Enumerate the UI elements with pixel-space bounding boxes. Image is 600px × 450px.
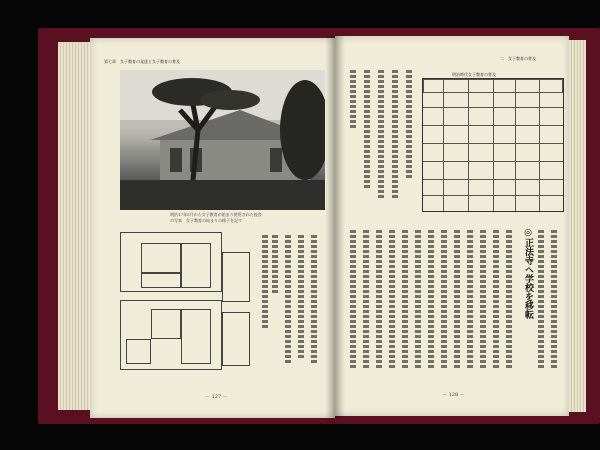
text-column bbox=[285, 235, 291, 365]
left-page-number: － 127 － bbox=[205, 394, 228, 400]
right-page-number: － 128 － bbox=[442, 392, 465, 398]
table-cell bbox=[222, 252, 250, 302]
diagram-table-lower bbox=[120, 300, 222, 370]
text-column bbox=[551, 230, 557, 370]
text-column bbox=[311, 235, 317, 365]
caption-line: 明治17年5月から女子教育が始まり使用された校舎 bbox=[170, 212, 262, 217]
table-rule bbox=[423, 195, 563, 196]
text-column bbox=[506, 230, 512, 370]
table-rule bbox=[423, 143, 563, 144]
book-gutter bbox=[325, 36, 345, 418]
text-column bbox=[441, 230, 447, 370]
text-column bbox=[378, 70, 384, 200]
text-column bbox=[406, 70, 412, 180]
photo-caption bbox=[170, 212, 320, 224]
table-title: 明治時代女子教育の普及 bbox=[452, 72, 496, 77]
table-cell bbox=[222, 312, 250, 366]
table-rule bbox=[423, 161, 563, 162]
section-heading: ◎正法寺へ学校を移転 bbox=[523, 228, 533, 319]
text-column bbox=[363, 230, 369, 370]
statistics-table bbox=[422, 78, 564, 212]
text-column bbox=[298, 235, 304, 360]
table-cell bbox=[181, 243, 211, 288]
table-rule bbox=[423, 125, 563, 126]
text-column bbox=[272, 235, 278, 295]
table-cell bbox=[141, 273, 181, 288]
text-column bbox=[389, 230, 395, 370]
text-column bbox=[493, 230, 499, 370]
text-column bbox=[350, 70, 356, 130]
text-column bbox=[454, 230, 460, 370]
photo-illustration bbox=[120, 70, 325, 210]
text-column bbox=[402, 230, 408, 370]
text-column bbox=[376, 230, 382, 370]
table-rule bbox=[423, 107, 563, 108]
table-cell bbox=[151, 309, 181, 339]
text-column bbox=[350, 230, 356, 370]
text-column bbox=[428, 230, 434, 370]
left-running-head: 第七章 女子教育の発達と女子教育の普及 bbox=[104, 59, 180, 64]
side-column-box bbox=[222, 232, 250, 366]
table-rule bbox=[443, 79, 444, 211]
table-rule bbox=[539, 79, 540, 211]
right-running-head: 二 女子教育の普及 bbox=[500, 56, 536, 61]
table-cell bbox=[181, 309, 211, 364]
table-rule bbox=[515, 79, 516, 211]
text-column bbox=[262, 235, 268, 330]
text-column bbox=[415, 230, 421, 370]
text-column bbox=[467, 230, 473, 370]
table-cell bbox=[126, 339, 151, 364]
caption-line: の写真 女子教育の始まりの様子を記す bbox=[170, 218, 242, 223]
table-rule bbox=[468, 79, 469, 211]
table-rule bbox=[493, 79, 494, 211]
diagram-table-upper bbox=[120, 232, 222, 292]
table-cell bbox=[141, 243, 181, 273]
text-column bbox=[364, 70, 370, 190]
text-column bbox=[538, 230, 544, 370]
text-column bbox=[480, 230, 486, 370]
table-rule bbox=[423, 179, 563, 180]
historic-photo bbox=[120, 70, 325, 210]
text-column bbox=[392, 70, 398, 200]
